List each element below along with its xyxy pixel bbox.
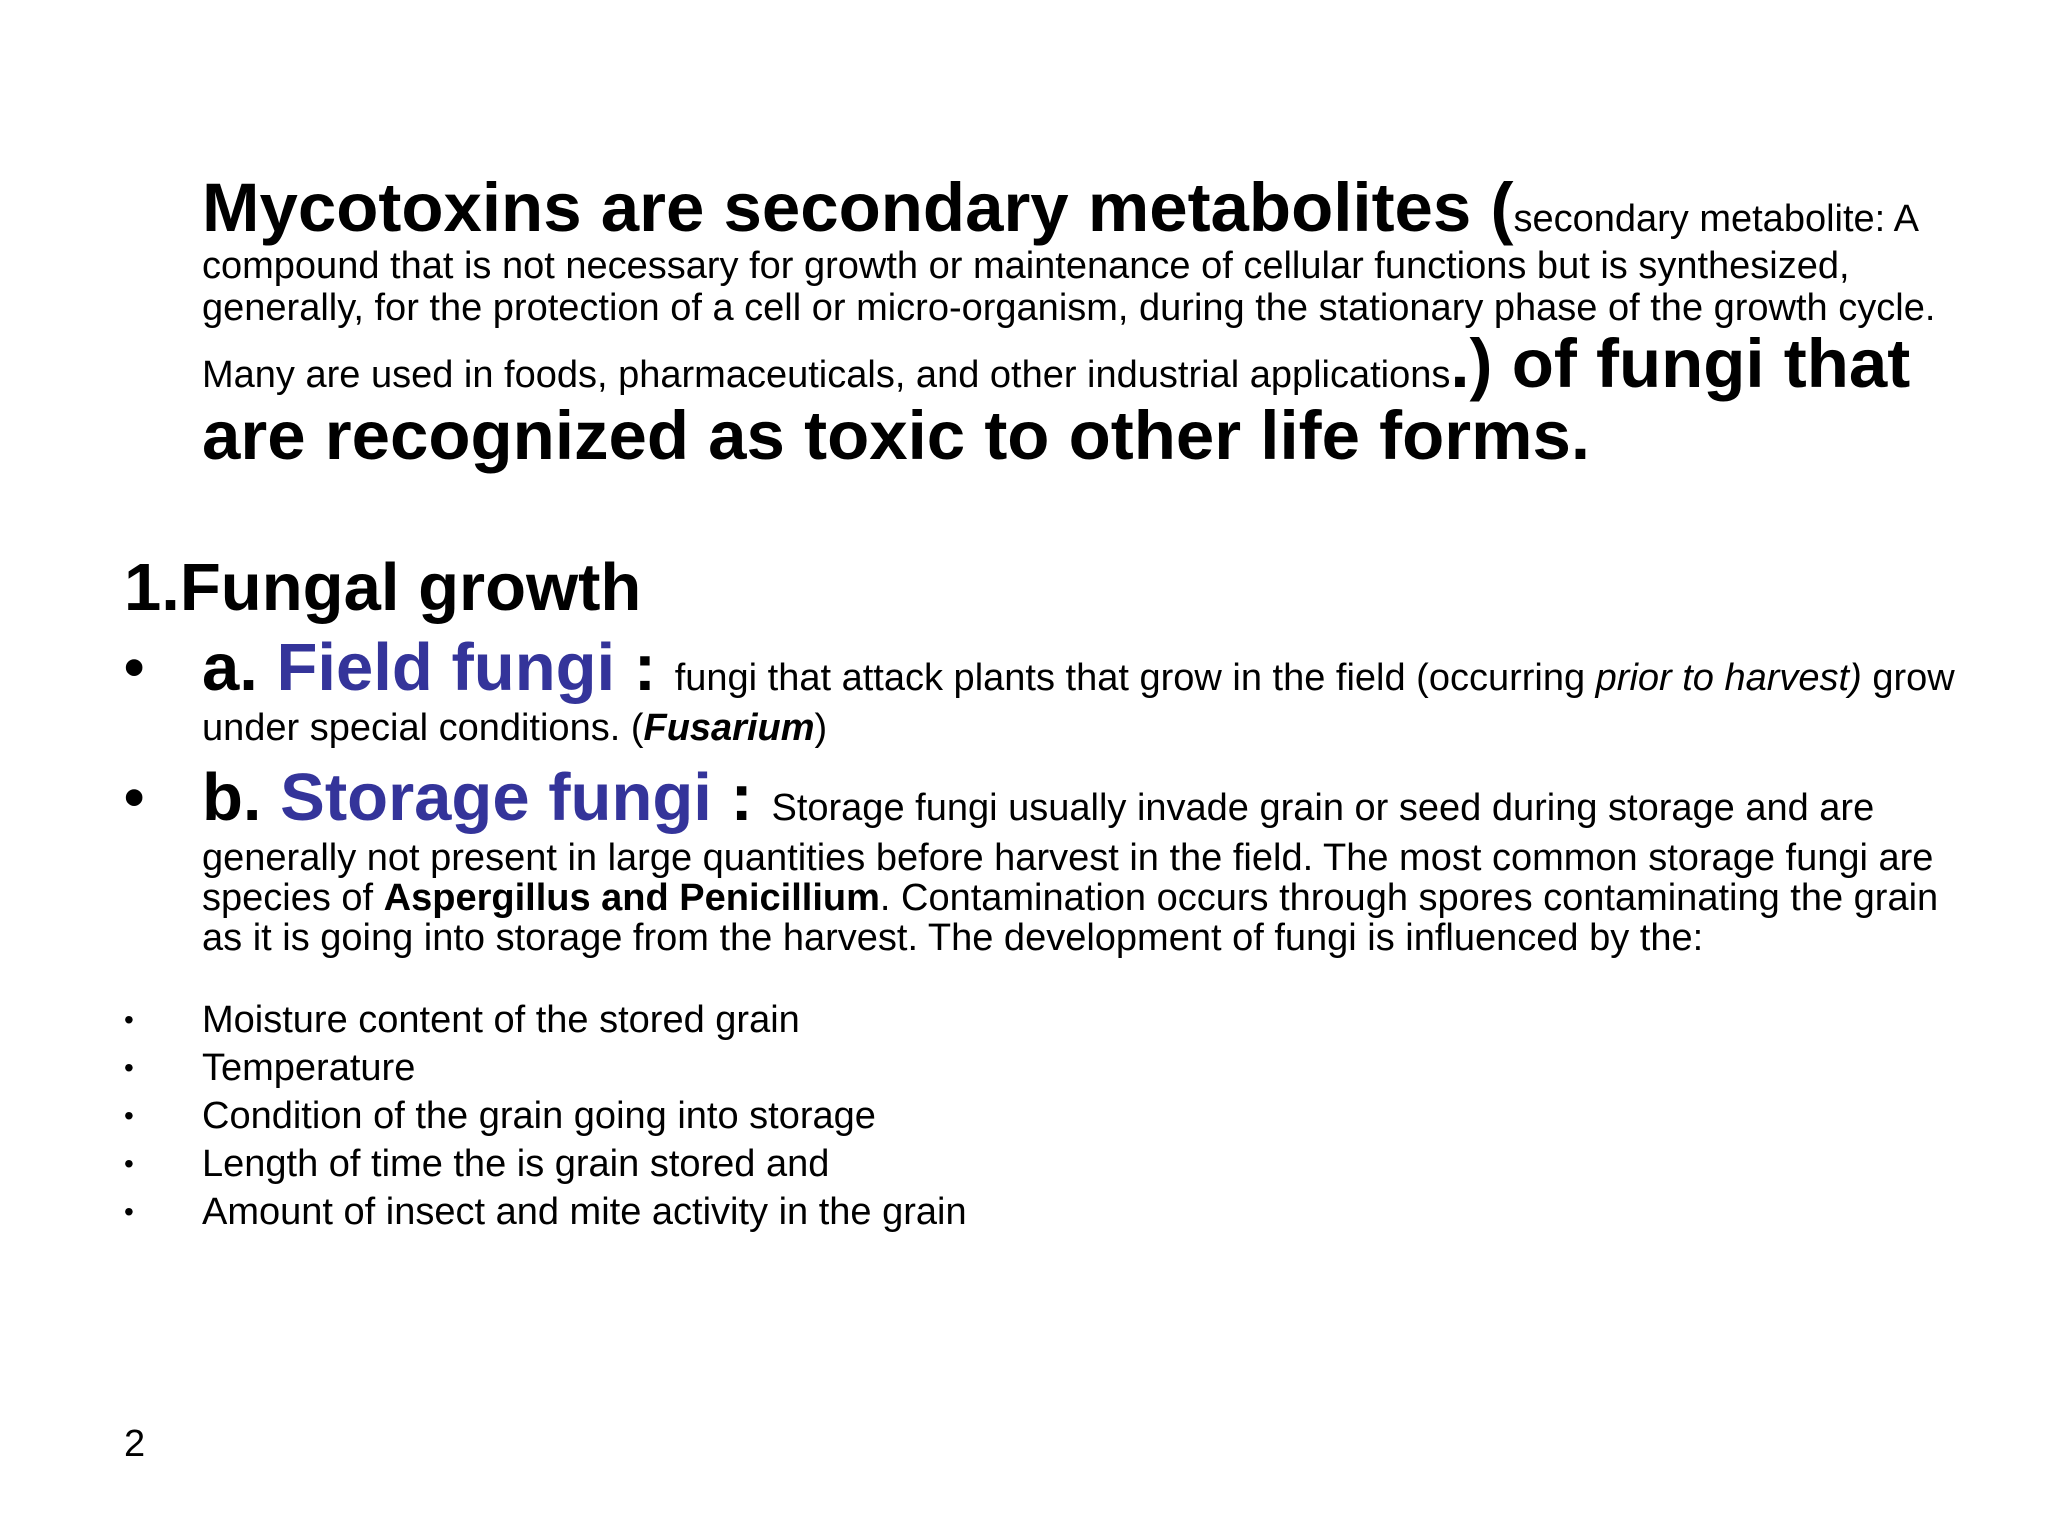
field-fungi-desc-1: fungi that attack plants that grow in the field (occurring [674, 657, 1596, 699]
bullet-icon: • [124, 1052, 134, 1083]
bullet-icon: • [124, 765, 145, 830]
factor-label: Temperature [202, 1047, 416, 1089]
storage-fungi-prefix: b. [202, 760, 281, 835]
field-fungi-prefix: a. [202, 630, 277, 705]
factor-label: Length of time the is grain stored and [202, 1143, 830, 1185]
factor-label: Amount of insect and mite activity in the grain [202, 1191, 967, 1233]
bullet-icon: • [124, 635, 145, 700]
storage-fungi-term: Storage fungi [280, 760, 712, 835]
bullet-icon: • [124, 1196, 134, 1227]
intro-lead: Mycotoxins are secondary metabolites ( [202, 169, 1514, 246]
page-number: 2 [124, 1423, 146, 1465]
intro-definition: secondary metabolite: A compound that is not necessary for growth or maintenance of cellular functions but is synthesized, generally, for the protection of a cell or micro-organism, during the stationary phase of the growth cycle. Many are used in foods, pharmaceuticals, and other industrial applications [202, 198, 1936, 396]
field-fungi-genus: Fusarium [643, 707, 815, 749]
storage-fungi-desc-1: Storage fungi usually invade grain or seed during storage and are generally not present in large quantities before harvest in the field. The most common storage fungi are species of [202, 787, 1934, 919]
bullet-icon: • [124, 1100, 134, 1131]
bullet-icon: • [124, 1148, 134, 1179]
factor-label: Moisture content of the stored grain [202, 999, 800, 1041]
storage-fungi-genera: Aspergillus and Penicillium [383, 877, 880, 919]
intro-paragraph [202, 169, 1992, 474]
storage-fungi-text [202, 758, 1972, 958]
field-fungi-desc-3: ) [814, 707, 828, 749]
storage-fungi-colon: : [711, 760, 772, 835]
field-fungi-desc-italic: prior to harvest) [1595, 657, 1862, 699]
field-fungi-text [202, 628, 1972, 748]
field-fungi-term: Field fungi [276, 630, 616, 705]
intro-tail: .) of fungi that are recognized as toxic to other life forms. [202, 325, 1911, 474]
section-heading: 1.Fungal growth [124, 550, 642, 625]
storage-fungi-desc-2: . Contamination occurs through spores contaminating the grain as it is going into storage from the harvest. The development of fungi is influenced by the: [202, 877, 1939, 959]
factor-label: Condition of the grain going into storage [202, 1095, 876, 1137]
field-fungi-colon: : [615, 630, 675, 705]
field-fungi-desc-2: grow under special conditions. ( [202, 657, 1955, 749]
bullet-icon: • [124, 1004, 134, 1035]
